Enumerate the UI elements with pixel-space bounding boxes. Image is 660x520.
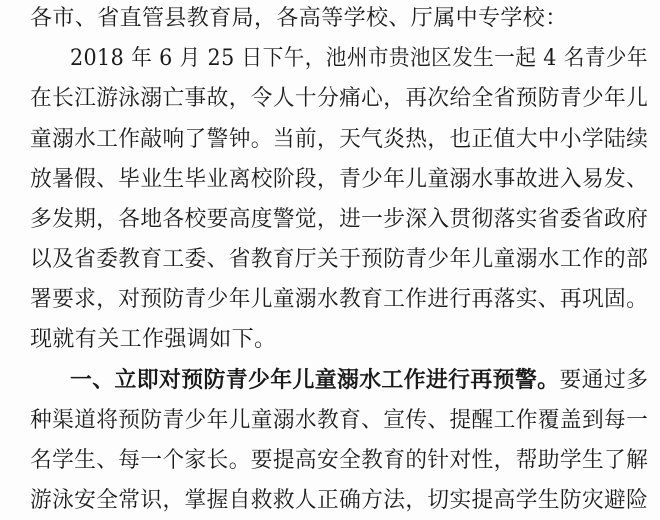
paragraph1-line-4: 放暑假、毕业生毕业离校阶段，青少年儿童溺水事故进入易发、 — [30, 166, 649, 192]
section1-first-line-rest: 要通过多 — [559, 367, 649, 393]
section1-line-4: 游泳安全常识，掌握自救救人正确方法，切实提高学生防灾避险 — [30, 488, 649, 513]
section1-first-line — [70, 366, 648, 396]
paragraph1-line-6: 以及省委教育工委、省教育厅关于预防青少年儿童溺水工作的部 — [30, 247, 649, 272]
section1-line-2: 种渠道将预防青少年儿童溺水教育、宣传、提醒工作覆盖到每一 — [30, 407, 649, 433]
section1-line-3: 名学生、每一个家长。要提高安全教育的针对性，帮助学生了解 — [30, 447, 649, 473]
salutation-line: 各市、省直管县教育局，各高等学校、厅属中专学校： — [30, 6, 568, 31]
paragraph1-line-1: 2018 年 6 月 25 日下午，池州市贵池区发生一起 4 名青少年 — [70, 46, 648, 72]
paragraph1-line-3: 童溺水工作敲响了警钟。当前，天气炎热，也正值大中小学陆续 — [30, 126, 649, 152]
paragraph1-line-2: 在长江游泳溺亡事故，令人十分痛心，再次给全省预防青少年儿 — [30, 86, 649, 112]
paragraph1-line-5: 多发期，各地各校要高度警觉，进一步深入贯彻落实省委省政府 — [30, 206, 649, 232]
section1-heading: 一、立即对预防青少年儿童溺水工作进行再预警。 — [70, 367, 560, 393]
paragraph1-line-8: 现就有关工作强调如下。 — [30, 327, 277, 353]
paragraph1-line-7: 署要求，对预防青少年儿童溺水教育工作进行再落实、再巩固。 — [30, 287, 649, 313]
